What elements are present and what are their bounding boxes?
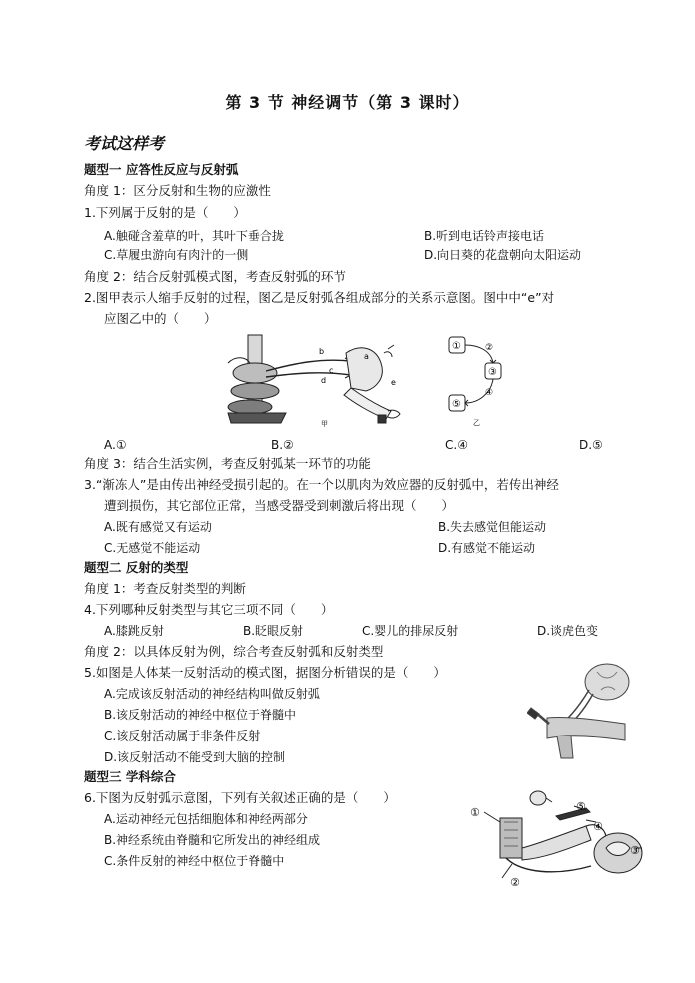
q2-stem-line1: 2.图甲表示人缩手反射的过程，图乙是反射弧各组成部分的关系示意图。图中中“e”对 bbox=[84, 290, 555, 305]
node-1: ① bbox=[452, 341, 461, 352]
q5-stem: 5.如图是人体某一反射活动的模式图，据图分析错误的是（ ） bbox=[84, 665, 446, 680]
q4-stem: 4.下列哪种反射类型与其它三项不同（ ） bbox=[84, 602, 334, 617]
section-heading: 考试这样考 bbox=[84, 134, 165, 153]
angle-1: 角度 1：区分反射和生物的应激性 bbox=[84, 183, 271, 198]
angle-2: 角度 2：结合反射弧模式图，考查反射弧的环节 bbox=[84, 269, 346, 284]
question-type-2: 题型二 反射的类型 bbox=[84, 560, 189, 575]
q4-option-c: C.婴儿的排尿反射 bbox=[362, 624, 459, 638]
fig-label-c: c bbox=[329, 366, 334, 375]
question-type-3: 题型三 学科综合 bbox=[84, 769, 176, 784]
q3-stem-line1: 3.“渐冻人”是由传出神经受损引起的。在一个以肌肉为效应器的反射弧中，若传出神经 bbox=[84, 477, 559, 492]
q2-option-a: A.① bbox=[104, 438, 127, 452]
q2-option-b: B.② bbox=[271, 438, 294, 452]
q2-option-d: D.⑤ bbox=[579, 438, 603, 452]
angle-4: 角度 1：考查反射类型的判断 bbox=[84, 581, 246, 596]
node-5: ⑤ bbox=[452, 399, 461, 410]
figure-reflex-arc bbox=[466, 788, 651, 890]
q3-option-a: A.既有感觉又有运动 bbox=[104, 520, 212, 534]
q3-option-c: C.无感觉不能运动 bbox=[104, 541, 201, 555]
q4-option-b: B.眨眼反射 bbox=[243, 624, 304, 638]
arc-node-1: ① bbox=[470, 806, 480, 819]
fig-label-d: d bbox=[321, 376, 327, 385]
q5-option-c: C.该反射活动属于非条件反射 bbox=[104, 729, 261, 743]
arc-node-2: ② bbox=[510, 876, 520, 889]
q1-option-b: B.听到电话铃声接电话 bbox=[424, 229, 545, 243]
q6-stem: 6.下图为反射弧示意图，下列有关叙述正确的是（ ） bbox=[84, 790, 396, 805]
q4-option-a: A.膝跳反射 bbox=[104, 624, 164, 638]
figure-yi-label: 乙 bbox=[473, 419, 480, 427]
q6-option-a: A.运动神经元包括细胞体和神经两部分 bbox=[104, 812, 308, 826]
q3-option-d: D.有感觉不能运动 bbox=[438, 541, 536, 555]
fig-label-a: a bbox=[364, 352, 369, 361]
page-title: 第 3 节 神经调节（第 3 课时） bbox=[225, 93, 470, 112]
arc-node-4: ④ bbox=[593, 820, 603, 833]
q6-option-c: C.条件反射的神经中枢位于脊髓中 bbox=[104, 854, 285, 868]
figure-jia-label: 甲 bbox=[321, 420, 328, 428]
node-2: ② bbox=[485, 343, 494, 353]
question-type-1: 题型一 应答性反应与反射弧 bbox=[84, 162, 239, 177]
q6-option-b: B.神经系统由脊髓和它所发出的神经组成 bbox=[104, 833, 321, 847]
figure-reflex-diagram bbox=[445, 333, 505, 428]
q1-stem: 1.下列属于反射的是（ ） bbox=[84, 205, 246, 220]
fig-label-e: e bbox=[391, 378, 396, 387]
q5-option-a: A.完成该反射活动的神经结构叫做反射弧 bbox=[104, 687, 320, 701]
q3-stem-line2: 遭到损伤，其它部位正常，当感受器受到刺激后将出现（ ） bbox=[104, 498, 455, 513]
q1-option-d: D.向日葵的花盘朝向太阳运动 bbox=[424, 248, 582, 262]
node-3: ③ bbox=[488, 367, 497, 378]
q4-option-d: D.谈虎色变 bbox=[537, 624, 599, 638]
q1-option-a: A.触碰含羞草的叶，其叶下垂合拢 bbox=[104, 229, 284, 243]
node-4: ④ bbox=[485, 388, 494, 398]
arc-node-5: ⑤ bbox=[576, 800, 586, 813]
q2-stem-line2: 应图乙中的（ ） bbox=[104, 311, 217, 326]
q1-option-c: C.草履虫游向有肉汁的一侧 bbox=[104, 248, 249, 262]
q3-option-b: B.失去感觉但能运动 bbox=[438, 520, 547, 534]
angle-3: 角度 3：结合生活实例，考查反射弧某一环节的功能 bbox=[84, 456, 371, 471]
q5-option-d: D.该反射活动不能受到大脑的控制 bbox=[104, 750, 286, 764]
figure-reflex-arm bbox=[226, 333, 406, 428]
fig-label-b: b bbox=[319, 347, 325, 356]
q5-option-b: B.该反射活动的神经中枢位于脊髓中 bbox=[104, 708, 297, 722]
q2-option-c: C.④ bbox=[445, 438, 468, 452]
angle-5: 角度 2：以具体反射为例，综合考查反射弧和反射类型 bbox=[84, 644, 384, 659]
figure-knee-reflex bbox=[527, 660, 637, 760]
arc-node-3: ③ bbox=[630, 844, 640, 857]
